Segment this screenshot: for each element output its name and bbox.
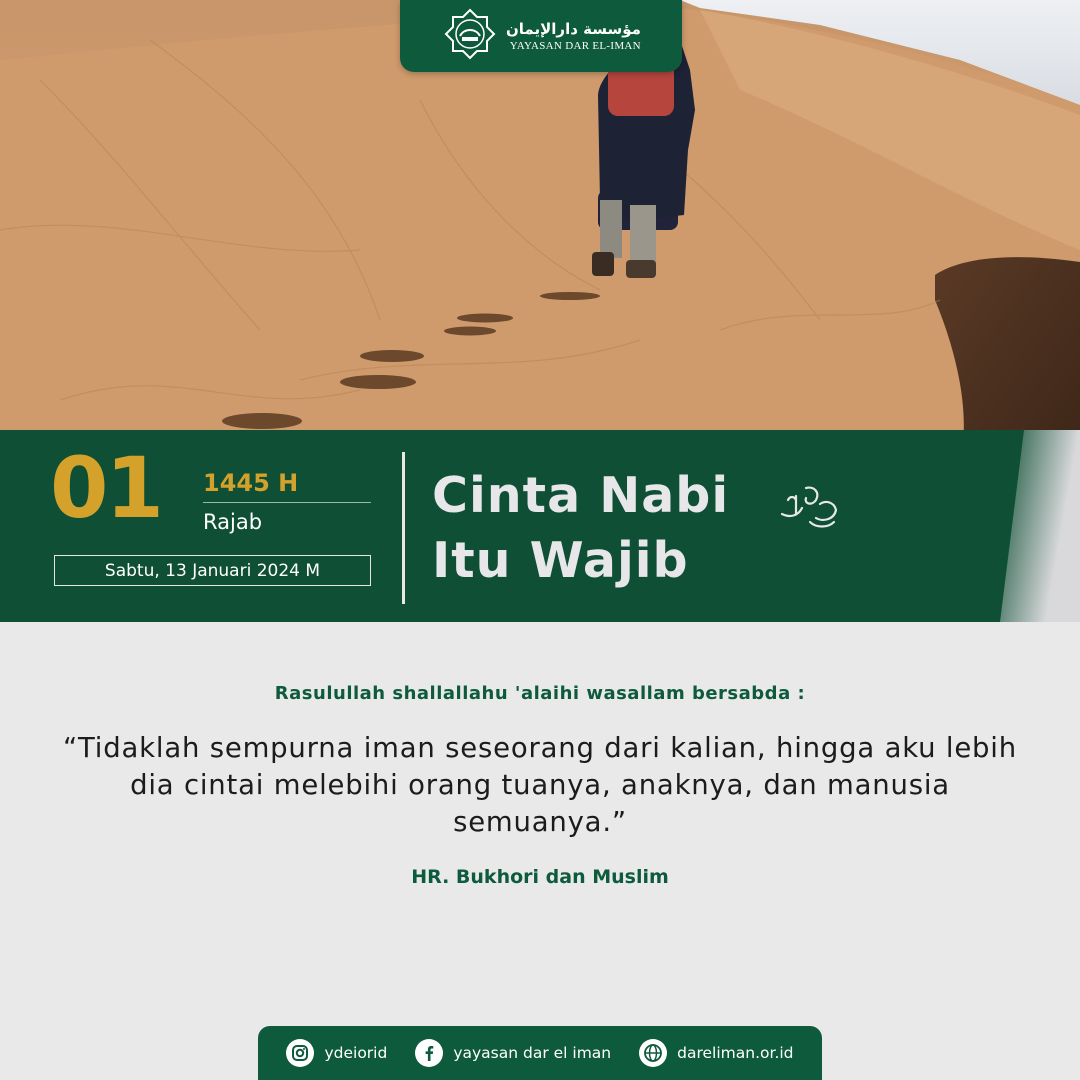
facebook-handle: yayasan dar el iman <box>453 1044 612 1062</box>
facebook-link[interactable] <box>415 1039 611 1067</box>
instagram-icon <box>286 1039 314 1067</box>
website-url: dareliman.or.id <box>677 1044 794 1062</box>
logo-arabic-name: مؤسسة دارالإيمان <box>506 20 641 38</box>
website-link[interactable] <box>639 1039 793 1067</box>
vertical-divider <box>402 452 405 604</box>
logo-tab <box>400 0 682 72</box>
logo-latin-name: YAYASAN DAR EL-IMAN <box>509 40 641 52</box>
hadith-quote: “Tidaklah sempurna iman seseorang dari kalian, hingga aku lebih dia cintai melebihi orang tuanya, anaknya, dan manusia semuanya.” <box>63 732 1017 838</box>
globe-icon <box>639 1039 667 1067</box>
gregorian-date: Sabtu, 13 Januari 2024 M <box>54 555 371 586</box>
instagram-link[interactable] <box>286 1039 387 1067</box>
title-line-2: Itu Wajib <box>432 532 689 589</box>
hijri-day-number: 01 <box>50 439 161 537</box>
hadith-intro: Rasulullah shallallahu 'alaihi wasallam bersabda : <box>274 683 806 704</box>
instagram-handle: ydeiorid <box>324 1044 388 1062</box>
yayasan-emblem-icon <box>442 8 498 64</box>
facebook-icon <box>415 1039 443 1067</box>
hijri-year: 1445 H <box>203 469 299 497</box>
salawat-calligraphy-icon <box>776 474 842 534</box>
hijri-divider-line <box>203 502 371 503</box>
hijri-month: Rajab <box>203 510 263 534</box>
social-footer <box>258 1026 822 1080</box>
page-title <box>432 463 729 593</box>
hadith-source: HR. Bukhori dan Muslim <box>411 866 669 888</box>
title-line-1: Cinta Nabi <box>432 467 730 524</box>
